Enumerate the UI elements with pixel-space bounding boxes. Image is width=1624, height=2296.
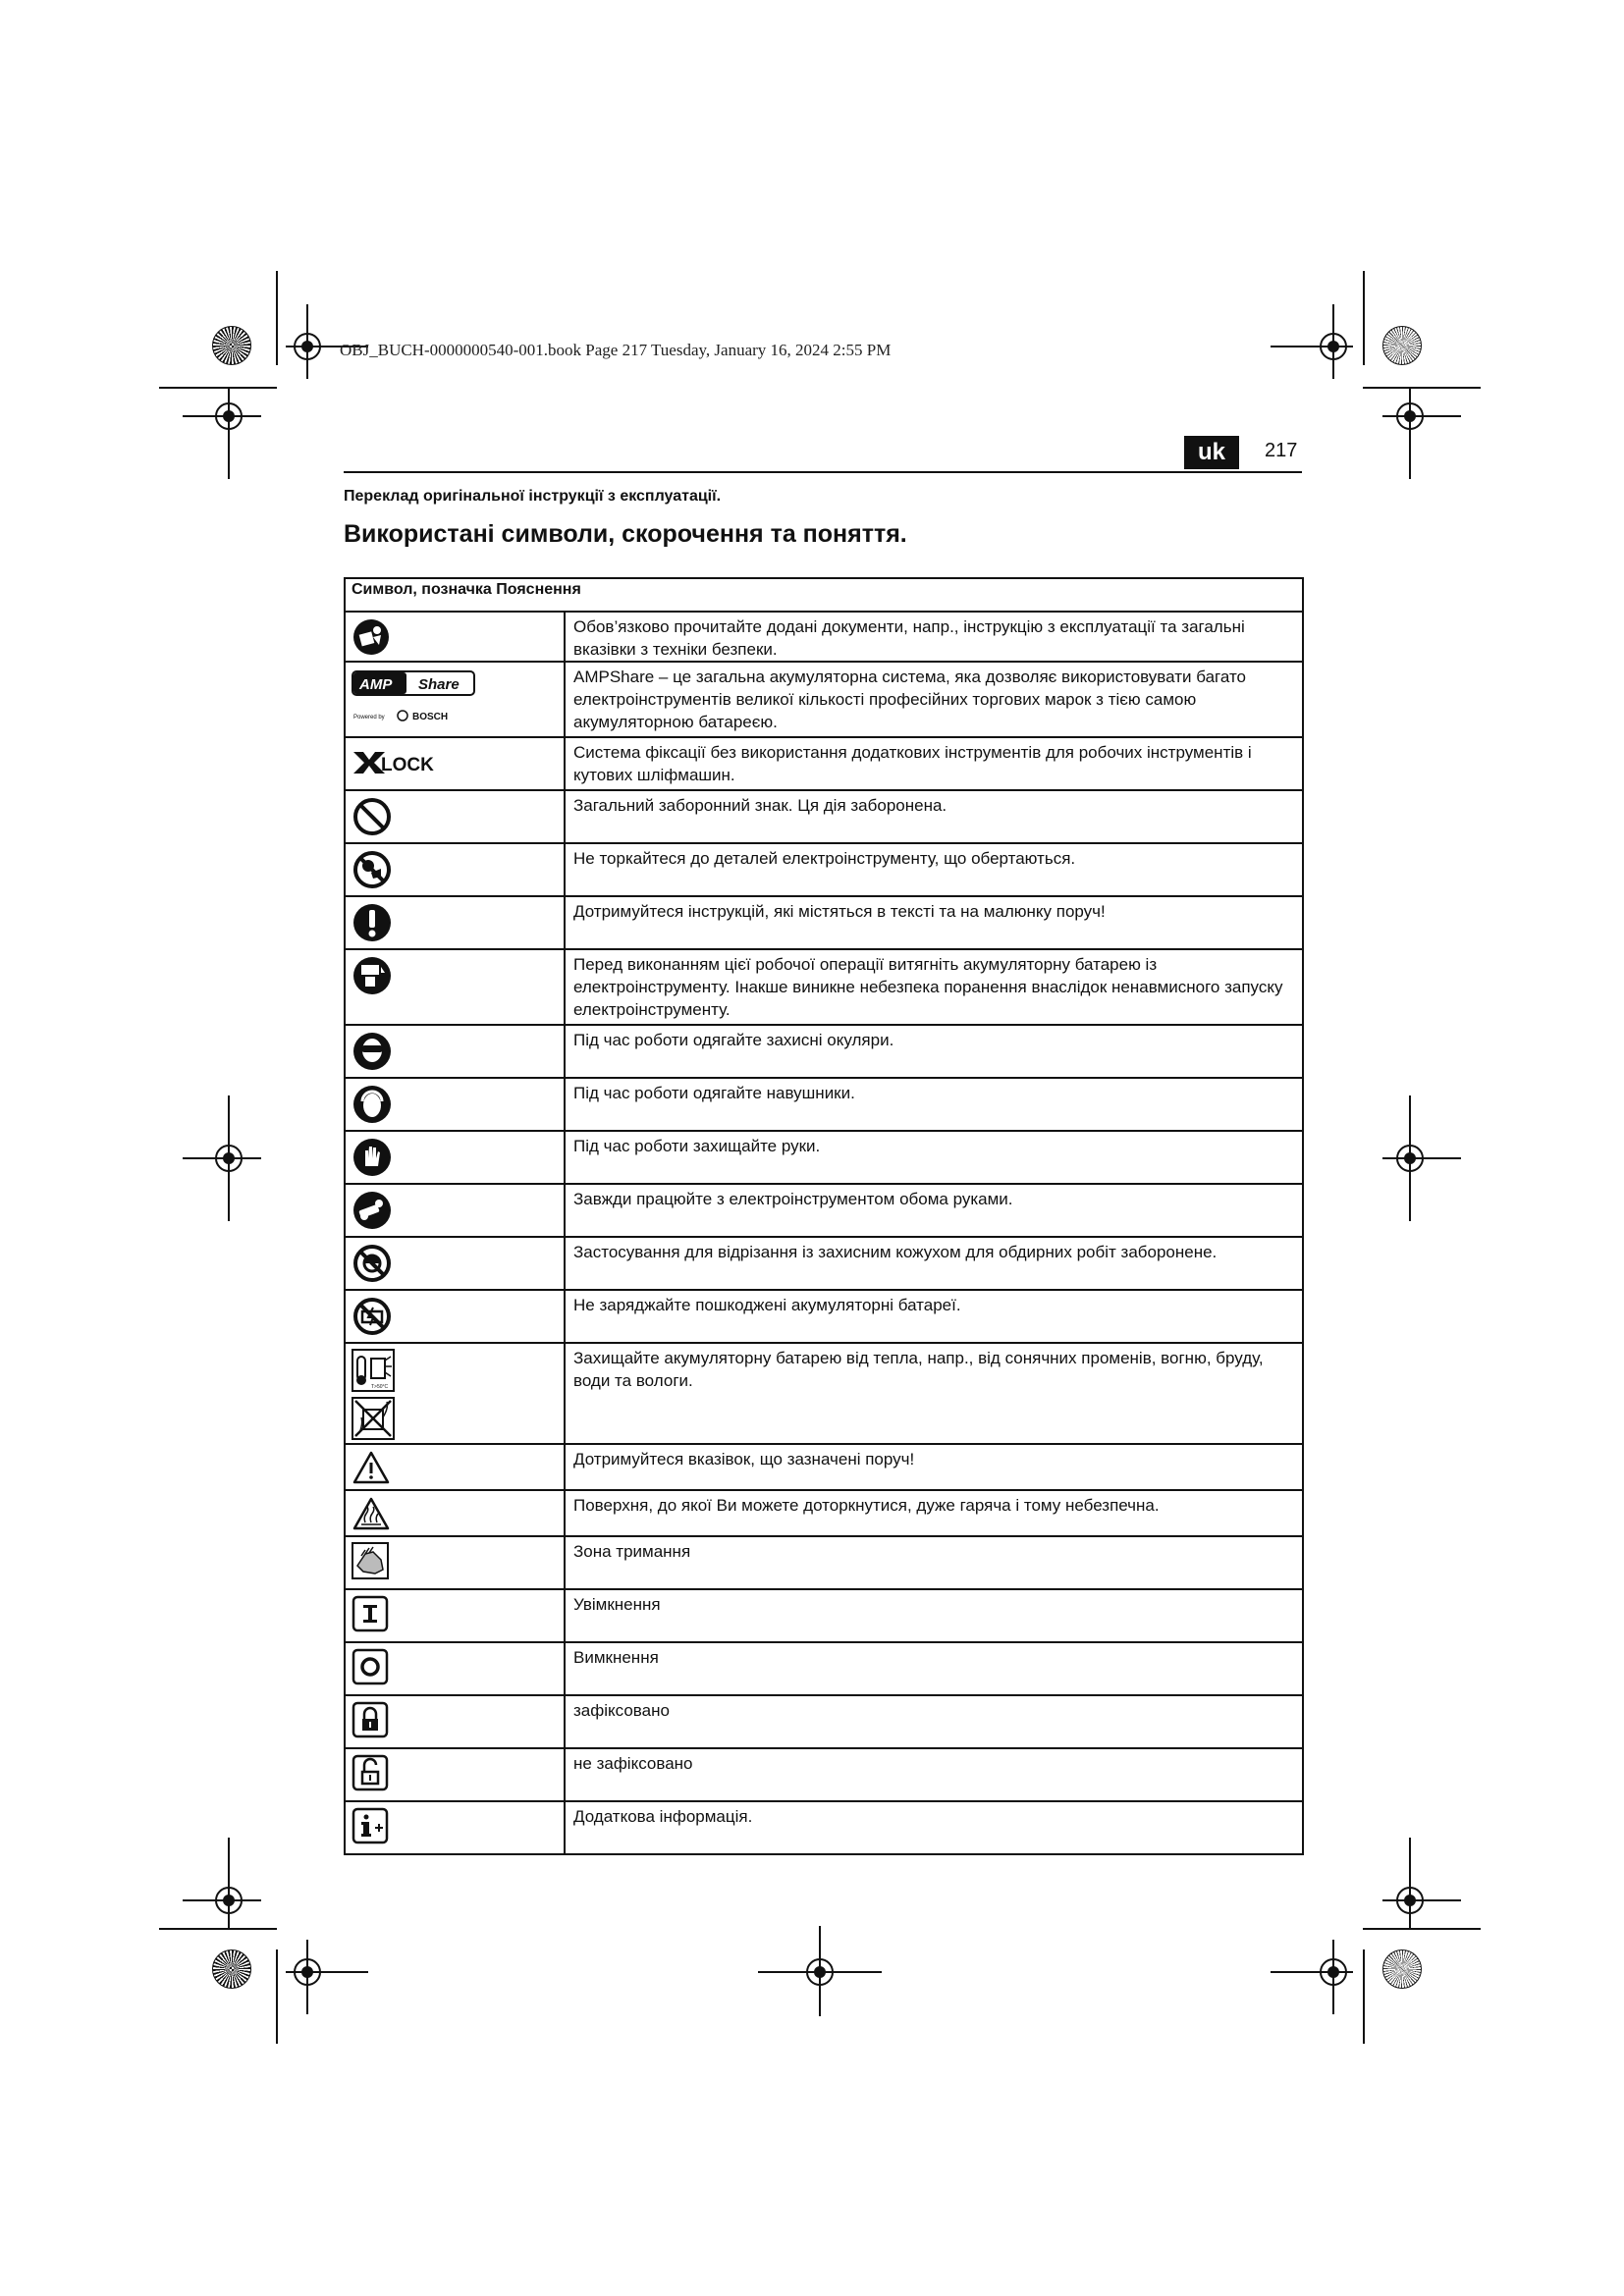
no-touch-rotating-icon xyxy=(352,849,393,890)
table-row xyxy=(345,843,1303,896)
color-registration-mark xyxy=(1382,326,1422,365)
table-row xyxy=(345,1490,1303,1536)
row-text: Загальний заборонний знак. Ця дія заборонена. xyxy=(565,790,1303,843)
row-text: не зафіксовано xyxy=(565,1748,1303,1801)
crop-line xyxy=(1409,389,1411,479)
crop-line xyxy=(276,271,278,365)
row-text: Увімкнення xyxy=(565,1589,1303,1642)
safety-goggles-icon xyxy=(352,1031,393,1072)
row-text: Вимкнення xyxy=(565,1642,1303,1695)
no-charge-damaged-icon xyxy=(352,1296,393,1337)
row-text: Дотримуйтеся інструкцій, які містяться в тексті та на малюнку поруч! xyxy=(565,896,1303,949)
crop-line xyxy=(1382,415,1461,417)
table-row xyxy=(345,1536,1303,1589)
color-registration-mark xyxy=(212,326,251,365)
table-row xyxy=(345,1131,1303,1184)
table-row xyxy=(345,949,1303,1025)
hot-surface-icon xyxy=(352,1496,391,1531)
table-row xyxy=(345,662,1303,737)
unlocked-icon xyxy=(352,1754,391,1793)
header-rule xyxy=(344,471,1302,473)
row-text: Дотримуйтеся вказівок, що зазначені поруч! xyxy=(565,1444,1303,1490)
crop-line xyxy=(276,1949,278,2044)
crop-line xyxy=(183,1899,261,1901)
row-text: Поверхня, до якої Ви можете доторкнутися, дуже гаряча і тому небезпечна. xyxy=(565,1490,1303,1536)
attention-icon xyxy=(352,902,393,943)
crop-line xyxy=(1332,1940,1334,2014)
table-row xyxy=(345,1184,1303,1237)
crop-line xyxy=(1382,1157,1461,1159)
table-row xyxy=(345,1237,1303,1290)
two-hands-icon xyxy=(352,1190,393,1231)
xlock-logo-text: LOCK xyxy=(381,755,434,775)
table-row xyxy=(345,1025,1303,1078)
ampshare-logo-text: AMP xyxy=(359,676,393,693)
table-row xyxy=(345,1343,1303,1444)
table-row xyxy=(345,1695,1303,1748)
color-registration-mark xyxy=(1382,1949,1422,1989)
crop-line xyxy=(228,389,230,479)
color-registration-mark xyxy=(212,1949,251,1989)
table-row xyxy=(345,612,1303,662)
table-row xyxy=(345,1444,1303,1490)
row-text: Під час роботи одягайте захисні окуляри. xyxy=(565,1025,1303,1078)
power-off-icon xyxy=(352,1648,391,1687)
protect-battery-icon xyxy=(352,1349,397,1443)
row-text: Завжди працюйте з електроінструментом обома руками. xyxy=(565,1184,1303,1237)
row-text: Застосування для відрізання із захисним кожухом для обдирних робіт заборонене. xyxy=(565,1237,1303,1290)
prohibition-icon xyxy=(352,796,393,837)
header-explanation: Пояснення xyxy=(496,581,581,598)
row-text: Не торкайтеся до деталей електроінструменту, що обертаються. xyxy=(565,843,1303,896)
no-cutting-guard-icon xyxy=(352,1243,393,1284)
language-badge: uk xyxy=(1184,436,1239,469)
ampshare-logo-text2: Share xyxy=(418,676,460,693)
table-row xyxy=(345,790,1303,843)
row-text: Додаткова інформація. xyxy=(565,1801,1303,1854)
table-row xyxy=(345,1078,1303,1131)
row-text: Обов’язково прочитайте додані документи, напр., інструкцію з експлуатації та загальні вказівки з техніки безпеки. xyxy=(565,612,1303,662)
crop-line xyxy=(183,415,261,417)
row-text: Захищайте акумуляторну батарею від тепла, напр., від сонячних променів, вогню, бруду, води та вологи. xyxy=(565,1343,1303,1444)
xlock-logo-icon xyxy=(352,748,450,777)
crop-line xyxy=(183,1157,261,1159)
row-text: Під час роботи захищайте руки. xyxy=(565,1131,1303,1184)
table-row xyxy=(345,737,1303,790)
crop-line xyxy=(159,387,277,389)
table-row xyxy=(345,1642,1303,1695)
page-title: Використані символи, скорочення та поняття. xyxy=(344,520,907,548)
table-header xyxy=(345,578,1303,612)
row-text: Не заряджайте пошкоджені акумуляторні батареї. xyxy=(565,1290,1303,1343)
row-text: Під час роботи одягайте навушники. xyxy=(565,1078,1303,1131)
crop-line xyxy=(1332,304,1334,379)
symbols-table xyxy=(344,577,1304,1855)
crop-line xyxy=(1382,1899,1461,1901)
table-header-row xyxy=(345,578,1303,612)
table-row xyxy=(345,1801,1303,1854)
table-row xyxy=(345,896,1303,949)
row-text: Перед виконанням цієї робочої операції витягніть акумуляторну батарею із електроінструменту. Інакше виникне небезпека поранення внаслідок ненавмисного запуску електроінструменту. xyxy=(565,949,1303,1025)
print-file-info: OBJ_BUCH-0000000540-001.book Page 217 Tuesday, January 16, 2024 2:55 PM xyxy=(340,341,892,359)
crop-line xyxy=(286,1971,368,1973)
row-text: Зона тримання xyxy=(565,1536,1303,1589)
table-row xyxy=(345,1290,1303,1343)
temp-label: T>50°C xyxy=(371,1384,389,1390)
table-row xyxy=(345,1589,1303,1642)
document-subtitle: Переклад оригінальної інструкції з експлуатації. xyxy=(344,488,722,505)
crop-line xyxy=(819,1926,821,2016)
row-text: зафіксовано xyxy=(565,1695,1303,1748)
ampshare-logo-icon xyxy=(352,669,479,724)
crop-line xyxy=(1363,1928,1481,1930)
gloves-icon xyxy=(352,1137,393,1178)
read-manual-icon xyxy=(352,617,391,657)
ampshare-powered-text: Powered by xyxy=(353,715,385,721)
crop-line xyxy=(1409,1095,1411,1221)
crop-line xyxy=(1363,387,1481,389)
crop-line xyxy=(306,1940,308,2014)
page-number: 217 xyxy=(1265,440,1298,461)
power-on-icon xyxy=(352,1595,391,1634)
row-text: Система фіксації без використання додаткових інструментів для робочих інструментів і кутових шліфмашин. xyxy=(565,737,1303,790)
remove-battery-icon xyxy=(352,955,393,996)
crop-line xyxy=(306,304,308,379)
crop-line xyxy=(159,1928,277,1930)
crop-line xyxy=(228,1095,230,1221)
locked-icon xyxy=(352,1701,391,1740)
crop-line xyxy=(1363,1949,1365,2044)
ampshare-brand-text: BOSCH xyxy=(412,712,449,722)
crop-line xyxy=(1363,271,1365,365)
info-plus-icon xyxy=(352,1807,391,1846)
row-text: AMPShare – це загальна акумуляторна система, яка дозволяє використовувати багато електроінструментів великої кількості професійних торгових марок з тією самою акумуляторною батареєю. xyxy=(565,662,1303,737)
crop-line xyxy=(1409,1838,1411,1928)
crop-line xyxy=(228,1838,230,1928)
warning-triangle-icon xyxy=(352,1450,391,1485)
crop-line xyxy=(1271,1971,1353,1973)
grip-zone-icon xyxy=(352,1542,391,1581)
table-row xyxy=(345,1748,1303,1801)
header-symbol: Символ, позначка xyxy=(352,581,492,598)
ear-protection-icon xyxy=(352,1084,393,1125)
